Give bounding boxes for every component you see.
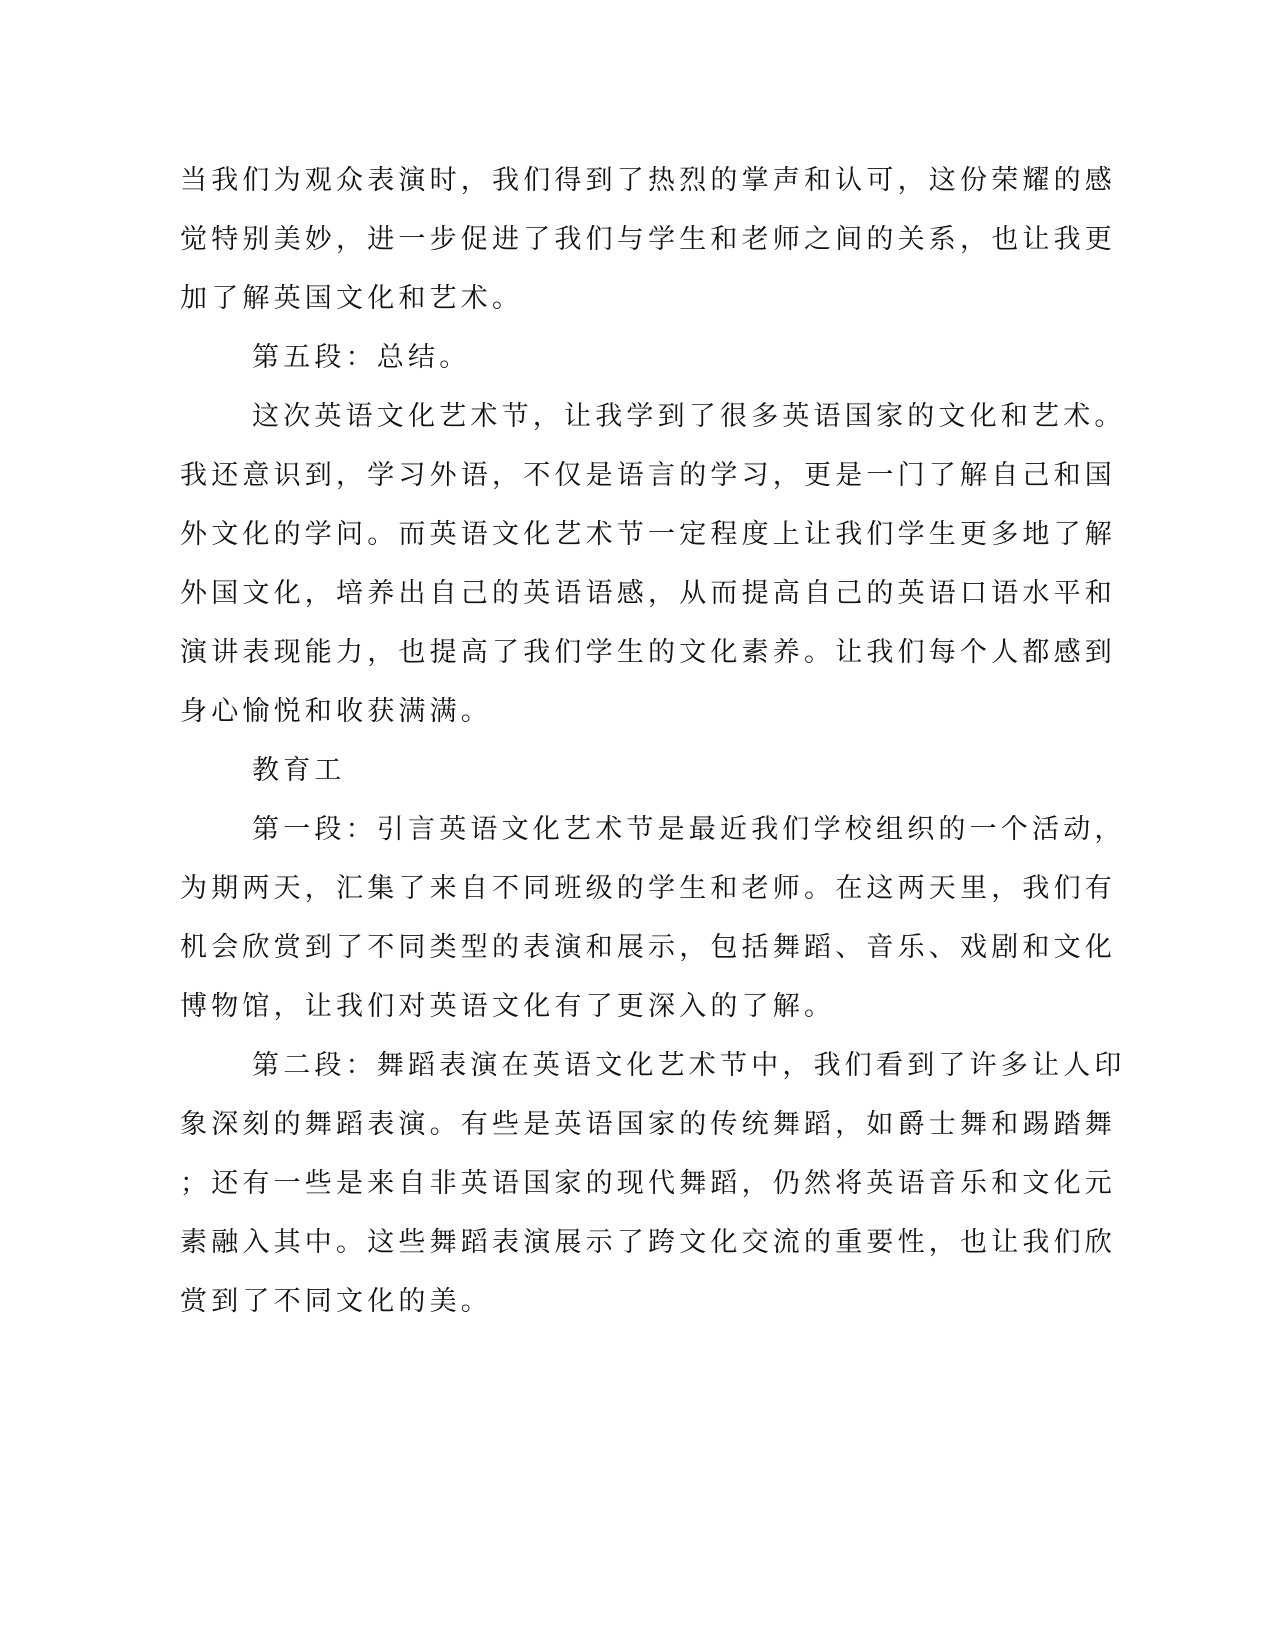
paragraph-3-line-1: 这次英语文化艺术节，让我学到了很多英语国家的文化和艺术。 bbox=[252, 401, 1126, 432]
paragraph-4-title: 教育工 bbox=[252, 755, 346, 786]
paragraph-5-line-4: 博物馆，让我们对英语文化有了更深入的了解。 bbox=[180, 991, 836, 1022]
paragraph-5-line-3: 机会欣赏到了不同类型的表演和展示，包括舞蹈、音乐、戏剧和文化 bbox=[180, 932, 1116, 963]
paragraph-1-line-2: 觉特别美妙，进一步促进了我们与学生和老师之间的关系，也让我更 bbox=[180, 224, 1116, 255]
paragraph-6-line-5: 赏到了不同文化的美。 bbox=[180, 1286, 492, 1317]
paragraph-3-line-2: 我还意识到，学习外语，不仅是语言的学习，更是一门了解自己和国 bbox=[180, 460, 1116, 491]
section-heading-5: 第五段：总结。 bbox=[252, 342, 471, 373]
paragraph-1-line-1: 当我们为观众表演时，我们得到了热烈的掌声和认可，这份荣耀的感 bbox=[180, 165, 1116, 196]
paragraph-6-line-4: 素融入其中。这些舞蹈表演展示了跨文化交流的重要性，也让我们欣 bbox=[180, 1227, 1116, 1258]
paragraph-3-line-5: 演讲表现能力，也提高了我们学生的文化素养。让我们每个人都感到 bbox=[180, 637, 1116, 668]
paragraph-3-line-3: 外文化的学问。而英语文化艺术节一定程度上让我们学生更多地了解 bbox=[180, 519, 1116, 550]
paragraph-5-line-2: 为期两天，汇集了来自不同班级的学生和老师。在这两天里，我们有 bbox=[180, 873, 1116, 904]
paragraph-5-line-1: 第一段：引言英语文化艺术节是最近我们学校组织的一个活动， bbox=[252, 814, 1126, 845]
paragraph-3-line-6: 身心愉悦和收获满满。 bbox=[180, 696, 492, 727]
paragraph-1-line-3: 加了解英国文化和艺术。 bbox=[180, 283, 524, 314]
paragraph-3-line-4: 外国文化，培养出自己的英语语感，从而提高自己的英语口语水平和 bbox=[180, 578, 1116, 609]
paragraph-6-line-1: 第二段：舞蹈表演在英语文化艺术节中，我们看到了许多让人印 bbox=[252, 1050, 1126, 1081]
paragraph-6-line-3: ；还有一些是来自非英语国家的现代舞蹈，仍然将英语音乐和文化元 bbox=[180, 1168, 1116, 1199]
paragraph-6-line-2: 象深刻的舞蹈表演。有些是英语国家的传统舞蹈，如爵士舞和踢踏舞 bbox=[180, 1109, 1116, 1140]
